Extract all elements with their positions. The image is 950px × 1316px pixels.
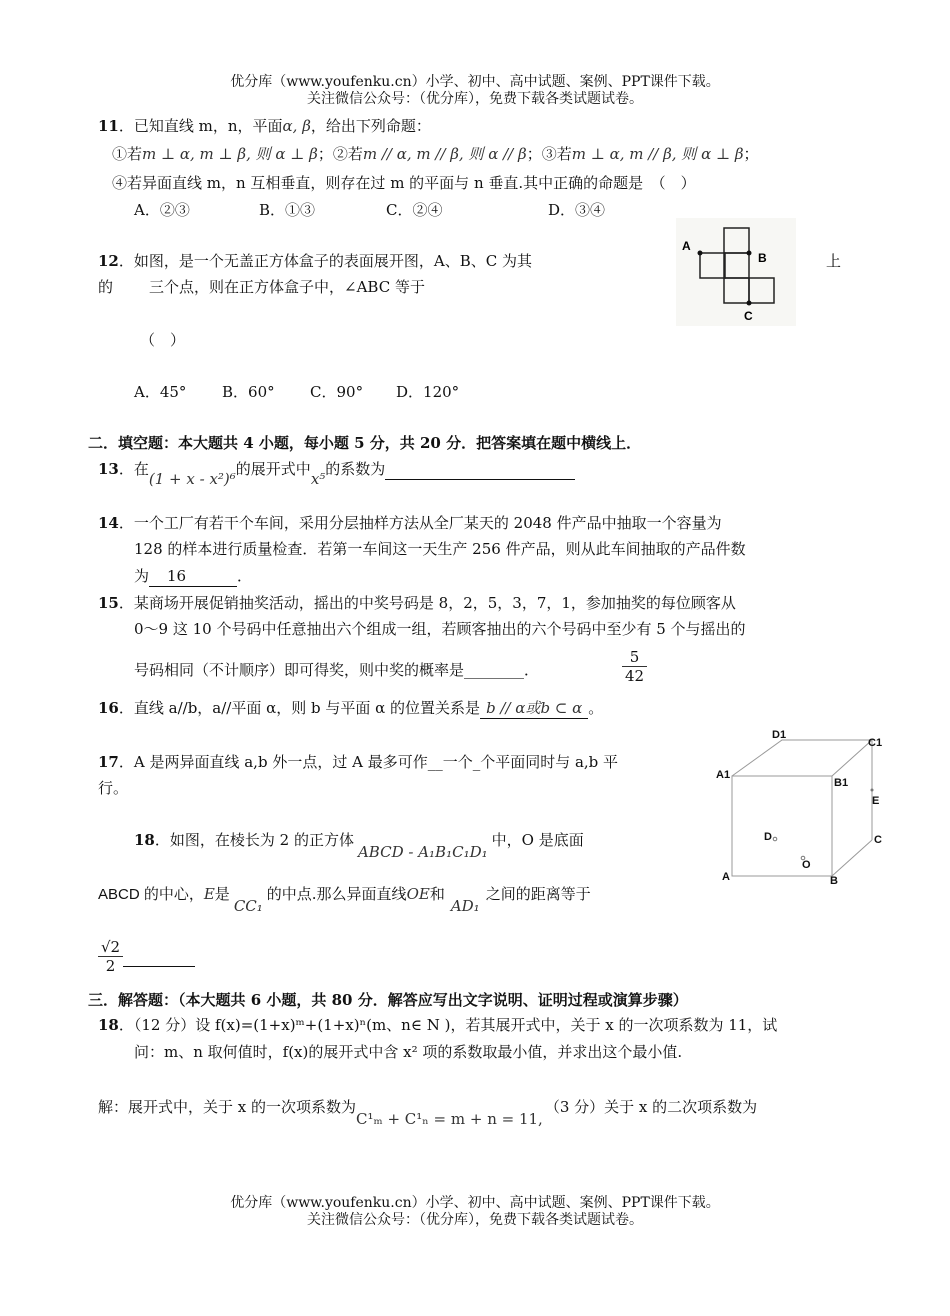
- question-12-option-c: C．90°: [310, 383, 364, 401]
- cube-net-figure: [676, 218, 796, 326]
- cube-label-b: B: [830, 875, 838, 887]
- net-label-a: A: [682, 239, 691, 253]
- cube-label-e: E: [872, 795, 880, 807]
- cube-label-c: C: [874, 834, 882, 846]
- question-17-line-2: 行。: [98, 779, 129, 797]
- question-18b-solution: 解：展开式中，关于 x 的一次项系数为C¹ₘ + C¹ₙ = m + n = 11,（3 分）关于 x 的二次项系数为: [98, 1098, 758, 1128]
- question-12-option-a: A．45°: [134, 383, 187, 401]
- cube-label-o: O: [802, 859, 811, 871]
- question-18-line-1: 18．如图，在棱长为 2 的正方体ABCD - A₁B₁C₁D₁中，O 是底面: [134, 831, 584, 861]
- question-15-line-3: 号码相同（不计顺序）即可得奖，则中奖的概率是________．: [134, 661, 540, 679]
- question-15-line-1: 15．某商场开展促销抽奖活动，摇出的中奖号码是 8，2，5，3，7，1，参加抽奖的每位顾客从: [98, 594, 736, 612]
- question-18-answer: $\frac{√2}{2}$: [98, 938, 195, 975]
- question-14-line-2: 128 的样本进行质量检查．若第一车间这一天生产 256 件产品，则从此车间抽取的产品件数: [134, 540, 746, 558]
- section-3-title: 三．解答题：（本大题共 6 小题，共 80 分．解答应写出文字说明、证明过程或演算步骤）: [88, 991, 688, 1009]
- question-11-proposition-4: ④若异面直线 m，n 互相垂直，则存在过 m 的平面与 n 垂直.其中正确的命题是 （ ）: [112, 174, 696, 192]
- question-13: 13．在(1 + x - x²)⁶的展开式中x⁵的系数为: [98, 459, 575, 480]
- question-11-option-b: B．①③: [259, 201, 316, 219]
- question-18b-line-1: 18．（12 分）设 f(x)=(1+x)ᵐ+(1+x)ⁿ(m、n∈ N )，若其展开式中，关于 x 的一次项系数为 11，试: [98, 1016, 778, 1034]
- cube-label-d1: D1: [772, 729, 787, 741]
- question-16-answer: b // α或b ⊂ α: [480, 698, 588, 719]
- cube-figure: [712, 726, 894, 888]
- cube-label-b1: B1: [834, 777, 849, 789]
- question-18b-line-2: 问：m、n 取何值时，f(x)的展开式中含 x² 项的系数取最小值，并求出这个最小值.: [134, 1043, 683, 1061]
- question-12-tail: 上: [826, 252, 842, 270]
- question-number: 11: [98, 117, 119, 135]
- header-line-2: 关注微信公众号：（优分库），免费下载各类试题试卷。: [307, 91, 643, 107]
- cube-label-c1: C1: [868, 737, 883, 749]
- question-12-line-2: 的 三个点，则在正方体盒子中，∠ABC 等于: [98, 278, 425, 296]
- question-17-line-1: 17．A 是两异面直线 a,b 外一点，过 A 最多可作__一个_个平面同时与 a,b 平: [98, 753, 619, 771]
- cube-label-a: A: [722, 871, 730, 883]
- question-15-line-2: 0～9 这 10 个号码中任意抽出六个组成一组，若顾客抽出的六个号码中至少有 5 个与摇出的: [134, 620, 746, 638]
- question-12-option-d: D．120°: [396, 383, 460, 401]
- question-11-option-c: C．②④: [386, 201, 443, 219]
- question-18-line-2: ABCD 的中心，E是CC₁的中点.那么异面直线OE和AD₁之间的距离等于: [98, 885, 591, 915]
- question-14-line-1: 14．一个工厂有若干个车间，采用分层抽样方法从全厂某天的 2048 件产品中抽取一个容量为: [98, 514, 722, 532]
- question-11-option-d: D．③④: [548, 201, 606, 219]
- question-16: 16．直线 a//b，a//平面 α，则 b 与平面 α 的位置关系是 b // α或b ⊂ α 。: [98, 699, 604, 717]
- question-11-option-a: A．②③: [134, 201, 190, 219]
- question-15-answer: $\frac{5}{42}$: [622, 648, 647, 685]
- net-label-b: B: [758, 251, 767, 265]
- question-14-line-3: 为 16 ．: [134, 567, 253, 585]
- question-12-line-1: 12．如图，是一个无盖正方体盒子的表面展开图，A、B、C 为其: [98, 252, 532, 270]
- section-2-title: 二．填空题：本大题共 4 小题，每小题 5 分，共 20 分．把答案填在题中横线上．: [88, 434, 642, 452]
- question-11-stem: 11．已知直线 m，n，平面α, β，给出下列命题：: [98, 117, 431, 135]
- question-12-paren: （ ）: [140, 331, 186, 349]
- cube-label-a1: A1: [716, 769, 731, 781]
- question-11-propositions: ①若m ⊥ α, m ⊥ β, 则 α ⊥ β；②若m // α, m // β, 则 α // β；③若m ⊥ α, m // β, 则 α ⊥ β；: [112, 145, 759, 163]
- question-12-option-b: B．60°: [222, 383, 275, 401]
- footer-line-2: 关注微信公众号：（优分库），免费下载各类试题试卷。: [307, 1212, 643, 1228]
- footer-line-1: 优分库（www.youfenku.cn）小学、初中、高中试题、案例、PPT课件下载。: [230, 1195, 720, 1211]
- cube-label-d: D: [764, 831, 772, 843]
- net-label-c: C: [744, 309, 753, 323]
- question-14-answer: 16: [149, 566, 237, 587]
- header-line-1: 优分库（www.youfenku.cn）小学、初中、高中试题、案例、PPT课件下载。: [230, 74, 720, 90]
